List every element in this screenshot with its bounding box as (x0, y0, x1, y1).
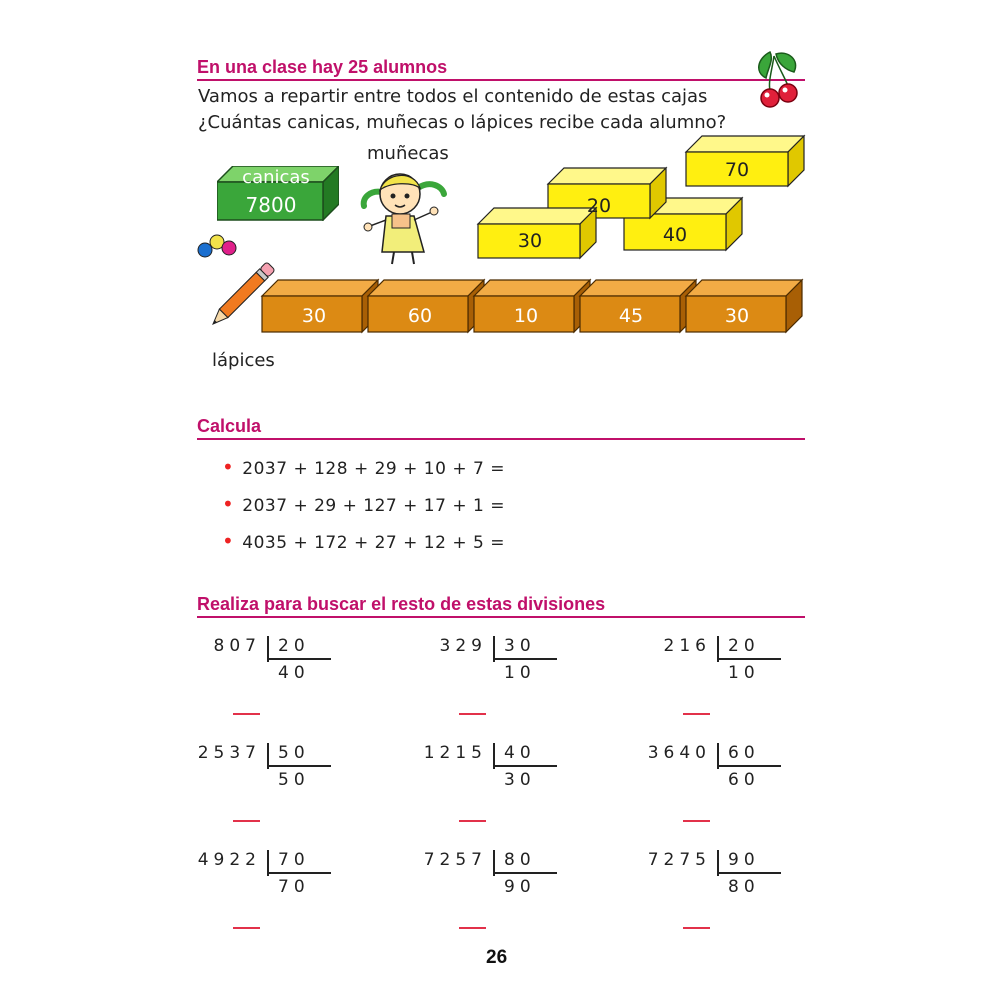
division-divisor: 50 (278, 743, 310, 763)
section-heading-divisiones: Realiza para buscar el resto de estas divisiones (197, 594, 805, 618)
sum-1 (222, 455, 505, 479)
division-problem (196, 743, 356, 853)
division-bracket-horizontal (717, 658, 781, 660)
intro-line-2: ¿Cuántas canicas, muñecas o lápices recibe cada alumno? (198, 112, 727, 133)
division-divisor: 30 (504, 636, 536, 656)
division-divisor: 20 (728, 636, 760, 656)
division-bracket-horizontal (493, 765, 557, 767)
division-divisor: 90 (728, 850, 760, 870)
division-bracket-horizontal (267, 658, 331, 660)
division-dividend: 7275 (647, 850, 711, 870)
sum-1-text: 2037 + 128 + 29 + 10 + 7 = (242, 459, 505, 479)
doll-illustration (356, 168, 456, 268)
division-quotient: 80 (728, 877, 760, 897)
division-dividend: 807 (213, 636, 261, 656)
division-problem (196, 850, 356, 960)
division-dividend: 216 (663, 636, 711, 656)
yellow-box-70-value: 70 (724, 159, 750, 181)
remainder-answer-line[interactable] (683, 927, 710, 929)
division-quotient: 70 (278, 877, 310, 897)
division-problem (422, 850, 582, 960)
division-dividend: 329 (439, 636, 487, 656)
division-divisor: 70 (278, 850, 310, 870)
remainder-answer-line[interactable] (459, 820, 486, 822)
division-quotient: 10 (504, 663, 536, 683)
intro-line-1: Vamos a repartir entre todos el contenido de estas cajas (198, 86, 708, 107)
yellow-box-40-value: 40 (662, 224, 688, 246)
green-box-value: 7800 (245, 193, 297, 217)
division-problem (422, 636, 582, 746)
green-box-title: canicas (242, 167, 310, 188)
orange-box-1-value: 30 (301, 305, 327, 327)
sum-3-text: 4035 + 172 + 27 + 12 + 5 = (242, 533, 505, 553)
division-quotient: 30 (504, 770, 536, 790)
division-divisor: 60 (728, 743, 760, 763)
page-number: 26 (486, 947, 508, 968)
division-quotient: 10 (728, 663, 760, 683)
bullet-icon: • (222, 492, 235, 516)
division-problem (646, 636, 806, 746)
division-quotient: 90 (504, 877, 536, 897)
sum-3 (222, 529, 505, 553)
division-quotient: 40 (278, 663, 310, 683)
remainder-answer-line[interactable] (683, 713, 710, 715)
remainder-answer-line[interactable] (459, 713, 486, 715)
label-munecas: muñecas (367, 143, 449, 164)
remainder-answer-line[interactable] (683, 820, 710, 822)
remainder-answer-line[interactable] (233, 927, 260, 929)
remainder-answer-line[interactable] (233, 820, 260, 822)
orange-box-3-value: 10 (513, 305, 539, 327)
division-bracket-horizontal (267, 765, 331, 767)
division-problem (422, 743, 582, 853)
division-quotient: 50 (278, 770, 310, 790)
division-dividend: 2537 (197, 743, 261, 763)
division-dividend: 1215 (423, 743, 487, 763)
division-problem (646, 743, 806, 853)
yellow-box-20-value: 20 (586, 195, 612, 217)
bullet-icon: • (222, 529, 235, 553)
orange-box-2-value: 60 (407, 305, 433, 327)
remainder-answer-line[interactable] (233, 713, 260, 715)
remainder-answer-line[interactable] (459, 927, 486, 929)
cherries-icon (750, 48, 806, 110)
division-problem (646, 850, 806, 960)
division-dividend: 3640 (647, 743, 711, 763)
division-bracket-horizontal (493, 658, 557, 660)
orange-box-5-value: 30 (724, 305, 750, 327)
division-problem (196, 636, 356, 746)
division-dividend: 7257 (423, 850, 487, 870)
label-lapices: lápices (212, 350, 275, 371)
division-divisor: 80 (504, 850, 536, 870)
section-heading-alumnos: En una clase hay 25 alumnos (197, 57, 805, 81)
sum-2 (222, 492, 505, 516)
division-divisor: 40 (504, 743, 536, 763)
division-bracket-horizontal (493, 872, 557, 874)
division-bracket-horizontal (267, 872, 331, 874)
section-heading-calcula: Calcula (197, 416, 805, 440)
division-dividend: 4922 (197, 850, 261, 870)
yellow-box-30-value: 30 (517, 230, 543, 252)
division-quotient: 60 (728, 770, 760, 790)
bullet-icon: • (222, 455, 235, 479)
orange-box-4-value: 45 (618, 305, 644, 327)
sum-2-text: 2037 + 29 + 127 + 17 + 1 = (242, 496, 505, 516)
division-bracket-horizontal (717, 765, 781, 767)
division-divisor: 20 (278, 636, 310, 656)
division-bracket-horizontal (717, 872, 781, 874)
